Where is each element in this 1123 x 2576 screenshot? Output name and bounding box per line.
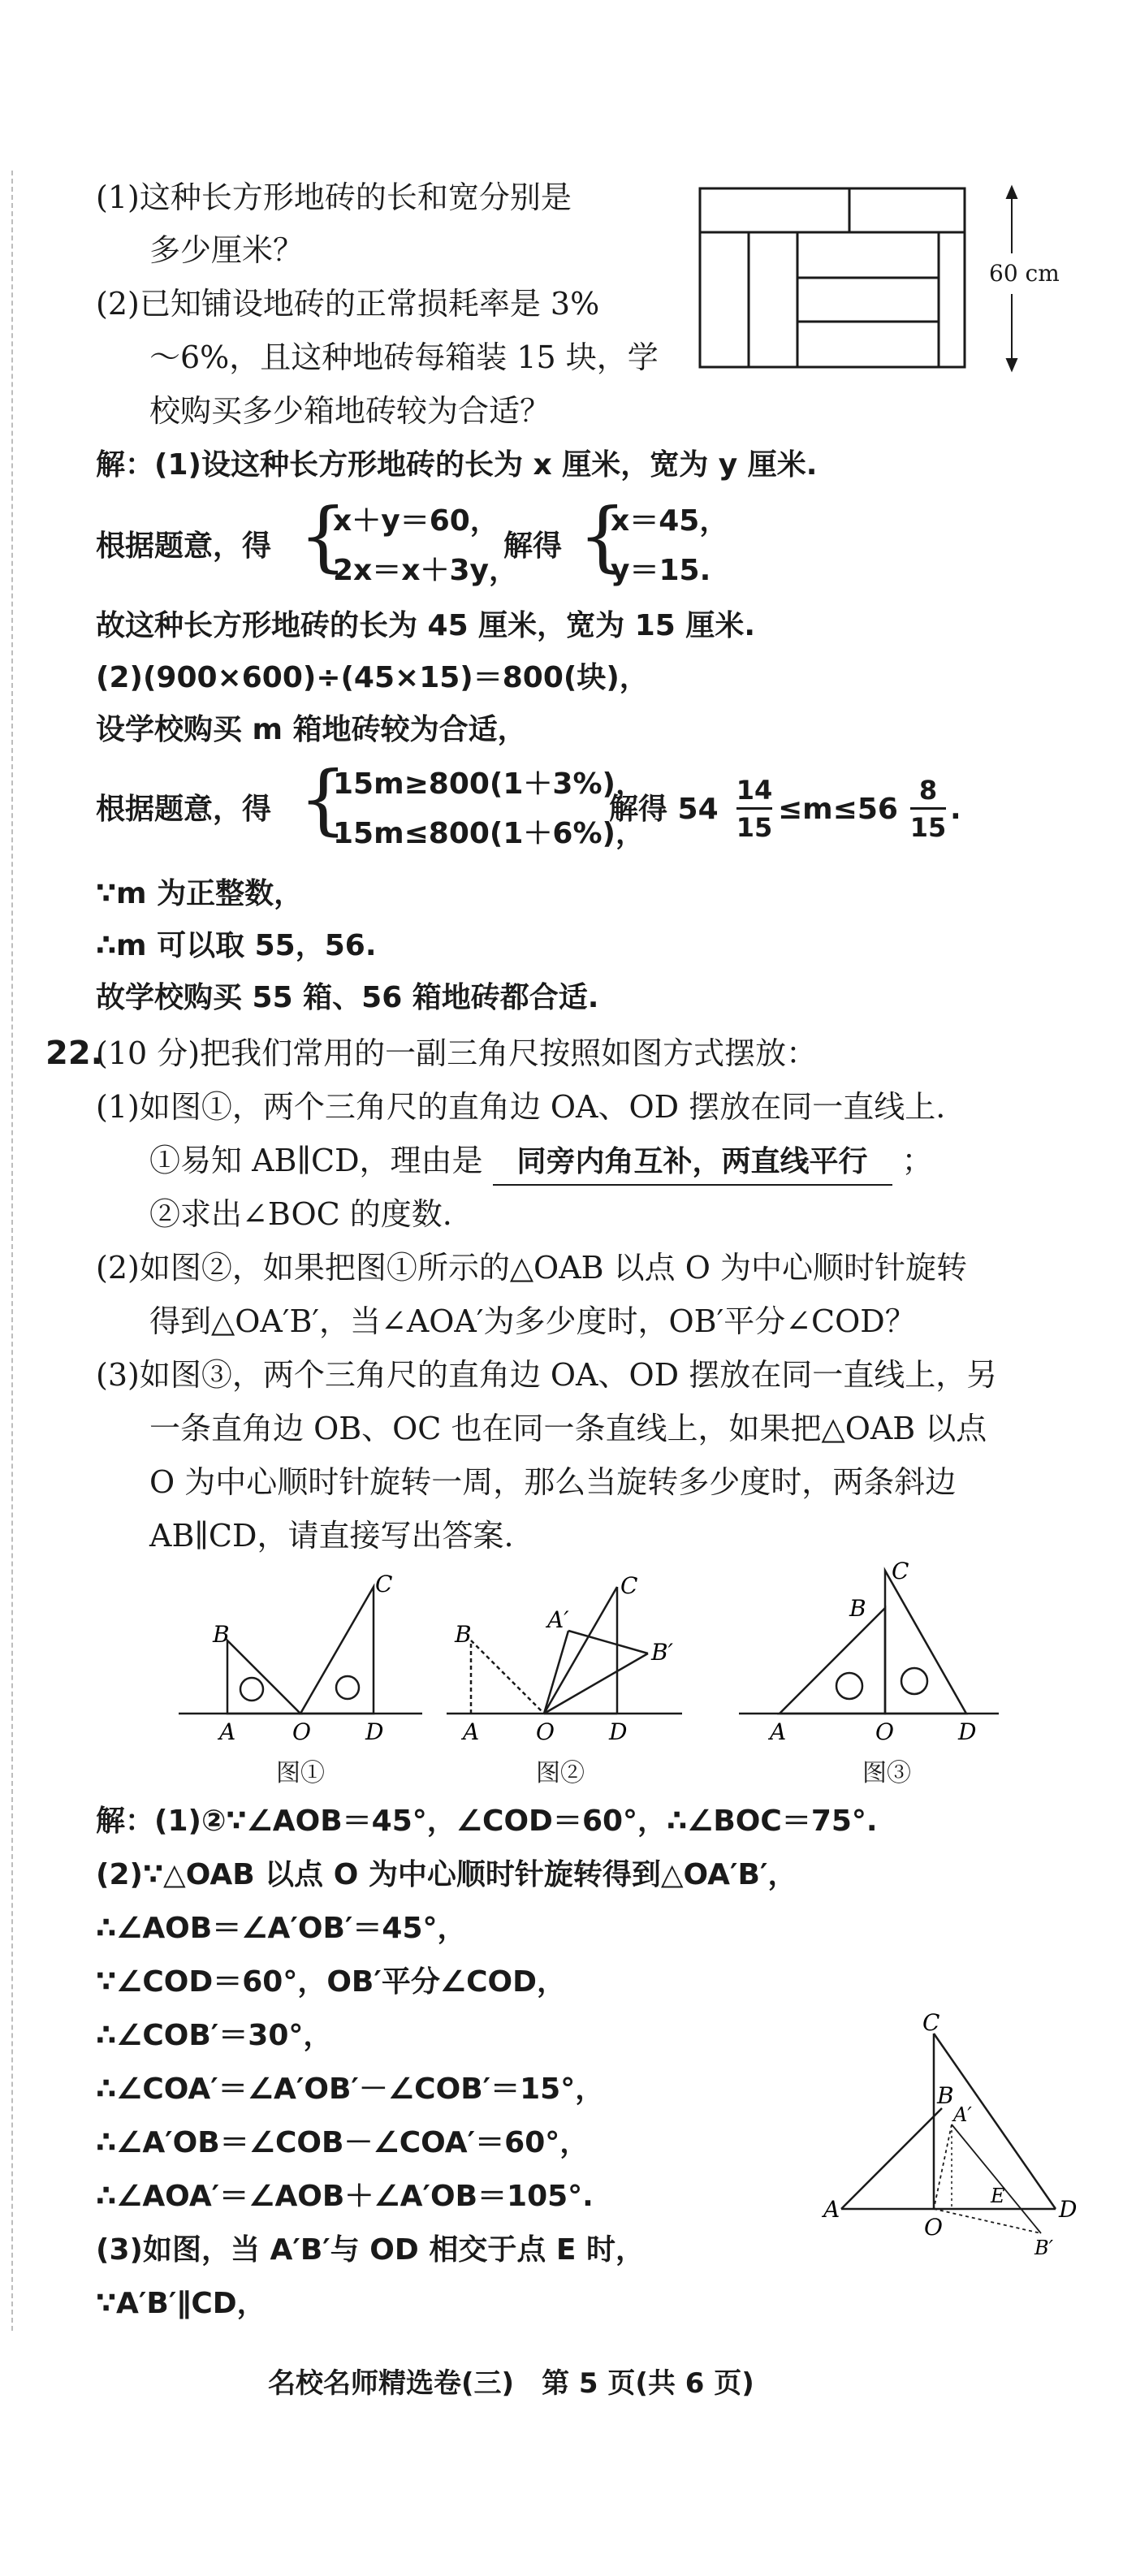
fig2-label-b-prime: B′ [651,1639,673,1666]
q21-because: ∵m 为正整数， [96,877,304,910]
fraction-bar [736,807,772,810]
figure-1 [171,1571,430,1745]
q22-sol3-1: (3)如图，当 A′B′与 OD 相交于点 E 时， [96,2233,645,2267]
fig2-label-o: O [536,1718,555,1745]
tile-figure [698,187,966,374]
q22-sol2-2: ∴∠AOB＝∠A′OB′＝45°， [96,1912,467,1945]
q21-sys2-end: . [950,793,961,826]
q21-sol-conc1: 故这种长方形地砖的长为 45 厘米，宽为 15 厘米. [96,609,756,642]
fig3-label-d: D [958,1718,977,1745]
fig3-label-c: C [892,1558,909,1584]
fig2-label-c: C [620,1572,638,1599]
figure-2 [438,1572,690,1745]
fig2-label-a-prime: A′ [547,1606,569,1633]
q22-sol2-1: (2)∵△OAB 以点 O 为中心顺时针旋转得到△OA′B′， [96,1858,797,1891]
q21-sys2-eq1: 15m≥800(1＋3%)， [333,767,645,801]
fig1-label-o: O [292,1718,311,1745]
fraction-bar [910,807,946,810]
q22-p1a-post: ； [901,1143,933,1178]
q21-final: 故学校购买 55 箱、56 箱地砖都合适. [96,981,599,1014]
sol-fig-label-a-prime: A′ [953,2103,972,2126]
q22-p1b: ②求出∠BOC 的度数. [149,1196,452,1232]
figure-2-caption: 图② [536,1759,585,1787]
binding-margin-line [11,171,13,2331]
q21-sys2-eq2: 15m≤800(1＋6%)， [333,817,645,850]
q21-sys1-eq2: 2x＝x＋3y， [333,554,519,587]
fig3-label-b: B [849,1595,866,1622]
dimension-label: 60 cm [989,253,1060,294]
sol-fig-label-d: D [1059,2196,1078,2223]
q21-part1-line1: (1)这种长方形地砖的长和宽分别是 [96,179,572,215]
q22-p3-line4: AB∥CD，请直接写出答案. [149,1518,514,1554]
q21-sys2-rel: ≤m≤56 [778,793,898,826]
figure-1-caption: 图① [276,1759,325,1787]
fraction-denominator: 15 [909,812,947,843]
q21-sys1-lead: 根据题意，得 [96,529,272,563]
sol-fig-label-e: E [991,2185,1005,2207]
fig1-label-b: B [213,1621,230,1648]
fig1-label-d: D [365,1718,384,1745]
fig3-label-o: O [875,1718,894,1745]
q21-part2-line3: 校购买多少箱地砖较为合适？ [149,393,551,429]
q22-sol2-7: ∴∠AOA′＝∠AOB＋∠A′OB＝105°. [96,2180,594,2213]
q22-p1: (1)如图①，两个三角尺的直角边 OA、OD 摆放在同一直线上. [96,1089,946,1125]
figure-3 [731,1558,1015,1745]
q22-sol3-2: ∵A′B′∥CD， [96,2287,266,2320]
q21-part1-line2: 多少厘米？ [149,232,305,268]
page-footer: 名校名师精选卷(三) 第 5 页(共 6 页) [268,2367,754,2400]
sol-fig-label-b-prime: B′ [1034,2237,1054,2259]
q21-sol2-line1: (2)(900×600)÷(45×15)＝800(块)， [96,661,649,694]
q22-sol2-5: ∴∠COA′＝∠A′OB′－∠COB′＝15°， [96,2072,605,2106]
q21-part2-line1: (2)已知铺设地砖的正常损耗率是 3% [96,286,600,322]
q22-p3-line1: (3)如图③，两个三角尺的直角边 OA、OD 摆放在同一直线上，另 [96,1357,998,1393]
q22-sol2-6: ∴∠A′OB＝∠COB－∠COA′＝60°， [96,2126,590,2159]
q22-sol1: 解：(1)②∵∠AOB＝45°，∠COD＝60°，∴∠BOC＝75°. [96,1804,878,1838]
q21-sys1-mid: 解得 [503,529,563,563]
fig2-label-a: A [463,1718,480,1745]
q22-p2-line1: (2)如图②，如果把图①所示的△OAB 以点 O 为中心顺时针旋转 [96,1250,967,1286]
brace-icon: { [578,492,627,581]
brace-icon: { [299,755,348,844]
fraction-numerator: 8 [918,775,938,806]
fig2-label-b: B [455,1621,472,1648]
fig1-label-a: A [219,1718,236,1745]
q22-sol2-3: ∵∠COD＝60°，OB′平分∠COD， [96,1965,567,1999]
q21-sys1-sol1: x＝45， [611,504,729,538]
q21-sol-intro: 解：(1)设这种长方形地砖的长为 x 厘米，宽为 y 厘米. [96,448,818,482]
sol-fig-label-o: O [924,2214,943,2241]
q22-p1a-answer: 同旁内角互补，两直线平行 [493,1142,892,1186]
fig3-label-a: A [770,1718,787,1745]
fig1-label-c: C [375,1571,393,1597]
q21-sol2-line2: 设学校购买 m 箱地砖较为合适， [96,713,527,746]
sol-fig-label-a: A [823,2196,840,2223]
fraction-numerator: 14 [736,775,773,806]
q21-sys2-lead: 根据题意，得 [96,793,272,826]
brace-icon: { [299,492,348,581]
q21-part2-line2: ～6%，且这种地砖每箱装 15 块，学 [149,339,659,375]
q22-stem: (10 分)把我们常用的一副三角尺按照如图方式摆放： [96,1035,818,1071]
q21-therefore: ∴m 可以取 55，56. [96,929,377,962]
q22-p3-line3: O 为中心顺时针旋转一周，那么当旋转多少度时，两条斜边 [149,1464,957,1500]
sol-fig-label-c: C [922,2009,940,2036]
q21-sys2-mid: 解得 54 [609,793,719,826]
fig2-label-d: D [609,1718,628,1745]
q21-sys1-eq1: x＋y＝60， [333,504,499,538]
q22-p2-line2: 得到△OA′B′，当∠AOA′为多少度时，OB′平分∠COD？ [149,1303,916,1339]
sol-fig-label-b: B [937,2082,954,2109]
figure-3-caption: 图③ [862,1759,911,1787]
q22-p1a [149,1140,933,1186]
q22-number: 22. [45,1035,103,1072]
q22-sol2-4: ∴∠COB′＝30°， [96,2019,333,2052]
fraction-denominator: 15 [736,812,773,843]
q21-sys1-sol2: y＝15. [611,554,711,587]
q22-p3-line2: 一条直角边 OB、OC 也在同一条直线上，如果把△OAB 以点 [149,1411,987,1446]
solution-figure [820,2009,1088,2266]
q22-p1a-pre: ①易知 AB∥CD，理由是 [149,1143,483,1178]
